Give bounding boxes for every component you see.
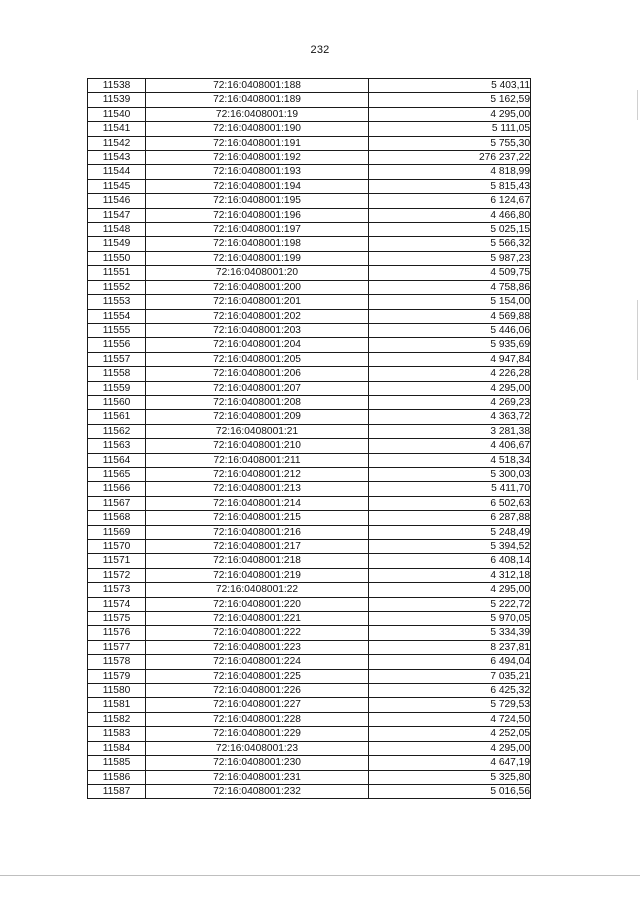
cadastral-number: 72:16:0408001:224 — [146, 655, 369, 669]
table-row — [88, 540, 531, 554]
table-row — [88, 352, 531, 366]
table-row — [88, 712, 531, 726]
cadastral-number: 72:16:0408001:220 — [146, 597, 369, 611]
cadastral-value: 5 325,80 — [369, 770, 531, 784]
cadastral-number: 72:16:0408001:231 — [146, 770, 369, 784]
cadastral-number: 72:16:0408001:229 — [146, 727, 369, 741]
table-row — [88, 698, 531, 712]
cadastral-number: 72:16:0408001:223 — [146, 640, 369, 654]
table-row — [88, 626, 531, 640]
cadastral-number: 72:16:0408001:207 — [146, 381, 369, 395]
table-row — [88, 612, 531, 626]
row-number: 11554 — [88, 309, 146, 323]
table-row — [88, 410, 531, 424]
row-number: 11547 — [88, 208, 146, 222]
row-number: 11578 — [88, 655, 146, 669]
cadastral-number: 72:16:0408001:225 — [146, 669, 369, 683]
table-row — [88, 482, 531, 496]
row-number: 11557 — [88, 352, 146, 366]
table-row — [88, 208, 531, 222]
cadastral-value: 5 411,70 — [369, 482, 531, 496]
row-number: 11579 — [88, 669, 146, 683]
cadastral-value: 8 237,81 — [369, 640, 531, 654]
table-body — [88, 79, 531, 799]
cadastral-value: 5 300,03 — [369, 467, 531, 481]
row-number: 11572 — [88, 568, 146, 582]
table-row — [88, 424, 531, 438]
cadastral-number: 72:16:0408001:191 — [146, 136, 369, 150]
cadastral-value: 4 363,72 — [369, 410, 531, 424]
table-row — [88, 496, 531, 510]
row-number: 11560 — [88, 395, 146, 409]
row-number: 11552 — [88, 280, 146, 294]
table-row — [88, 280, 531, 294]
table-row — [88, 165, 531, 179]
cadastral-value: 4 509,75 — [369, 266, 531, 280]
cadastral-number: 72:16:0408001:200 — [146, 280, 369, 294]
cadastral-value: 3 281,38 — [369, 424, 531, 438]
cadastral-value: 5 403,11 — [369, 79, 531, 93]
table-row — [88, 568, 531, 582]
row-number: 11546 — [88, 194, 146, 208]
cadastral-number: 72:16:0408001:226 — [146, 684, 369, 698]
table-row — [88, 511, 531, 525]
row-number: 11568 — [88, 511, 146, 525]
row-number: 11565 — [88, 467, 146, 481]
row-number: 11576 — [88, 626, 146, 640]
row-number: 11575 — [88, 612, 146, 626]
cadastral-value: 5 222,72 — [369, 597, 531, 611]
cadastral-number: 72:16:0408001:218 — [146, 554, 369, 568]
table-row — [88, 640, 531, 654]
cadastral-number: 72:16:0408001:211 — [146, 453, 369, 467]
cadastral-value: 6 287,88 — [369, 511, 531, 525]
row-number: 11584 — [88, 741, 146, 755]
row-number: 11540 — [88, 107, 146, 121]
cadastral-value: 4 226,28 — [369, 367, 531, 381]
row-number: 11561 — [88, 410, 146, 424]
row-number: 11581 — [88, 698, 146, 712]
row-number: 11571 — [88, 554, 146, 568]
cadastral-number: 72:16:0408001:213 — [146, 482, 369, 496]
cadastral-value: 7 035,21 — [369, 669, 531, 683]
cadastral-number: 72:16:0408001:23 — [146, 741, 369, 755]
table-row — [88, 367, 531, 381]
cadastral-value: 6 408,14 — [369, 554, 531, 568]
table-row — [88, 309, 531, 323]
table-row — [88, 151, 531, 165]
cadastral-number: 72:16:0408001:217 — [146, 540, 369, 554]
table-row — [88, 770, 531, 784]
table-row — [88, 107, 531, 121]
cadastral-number: 72:16:0408001:189 — [146, 93, 369, 107]
row-number: 11542 — [88, 136, 146, 150]
table-row — [88, 741, 531, 755]
cadastral-number: 72:16:0408001:190 — [146, 122, 369, 136]
cadastral-value: 4 312,18 — [369, 568, 531, 582]
table-row — [88, 237, 531, 251]
cadastral-value: 4 295,00 — [369, 381, 531, 395]
cadastral-value: 4 269,23 — [369, 395, 531, 409]
scan-edge-mark — [637, 300, 638, 380]
cadastral-number: 72:16:0408001:22 — [146, 583, 369, 597]
cadastral-number: 72:16:0408001:197 — [146, 223, 369, 237]
cadastral-number: 72:16:0408001:227 — [146, 698, 369, 712]
row-number: 11586 — [88, 770, 146, 784]
page-bottom-rule — [0, 875, 640, 876]
cadastral-value: 5 815,43 — [369, 179, 531, 193]
row-number: 11558 — [88, 367, 146, 381]
cadastral-value: 4 466,80 — [369, 208, 531, 222]
table-row — [88, 395, 531, 409]
row-number: 11549 — [88, 237, 146, 251]
row-number: 11570 — [88, 540, 146, 554]
row-number: 11582 — [88, 712, 146, 726]
table-row — [88, 179, 531, 193]
row-number: 11541 — [88, 122, 146, 136]
table-row — [88, 93, 531, 107]
cadastral-value: 5 935,69 — [369, 338, 531, 352]
cadastral-number: 72:16:0408001:206 — [146, 367, 369, 381]
cadastral-number: 72:16:0408001:203 — [146, 323, 369, 337]
table-row — [88, 194, 531, 208]
row-number: 11545 — [88, 179, 146, 193]
table-row — [88, 295, 531, 309]
cadastral-number: 72:16:0408001:194 — [146, 179, 369, 193]
table-row — [88, 223, 531, 237]
cadastral-number: 72:16:0408001:209 — [146, 410, 369, 424]
table-row — [88, 439, 531, 453]
cadastral-number: 72:16:0408001:205 — [146, 352, 369, 366]
cadastral-value: 4 724,50 — [369, 712, 531, 726]
cadastral-value: 4 295,00 — [369, 583, 531, 597]
cadastral-number: 72:16:0408001:232 — [146, 784, 369, 798]
cadastral-number: 72:16:0408001:221 — [146, 612, 369, 626]
row-number: 11562 — [88, 424, 146, 438]
cadastral-value: 4 758,86 — [369, 280, 531, 294]
row-number: 11564 — [88, 453, 146, 467]
cadastral-number: 72:16:0408001:228 — [146, 712, 369, 726]
row-number: 11538 — [88, 79, 146, 93]
table-row — [88, 655, 531, 669]
cadastral-value: 6 425,32 — [369, 684, 531, 698]
table-row — [88, 597, 531, 611]
cadastral-number: 72:16:0408001:210 — [146, 439, 369, 453]
cadastral-number: 72:16:0408001:20 — [146, 266, 369, 280]
table-row — [88, 684, 531, 698]
table-row — [88, 122, 531, 136]
table-row — [88, 266, 531, 280]
table-row — [88, 756, 531, 770]
row-number: 11548 — [88, 223, 146, 237]
cadastral-value: 4 252,05 — [369, 727, 531, 741]
cadastral-number: 72:16:0408001:214 — [146, 496, 369, 510]
cadastral-value: 5 111,05 — [369, 122, 531, 136]
cadastral-number: 72:16:0408001:215 — [146, 511, 369, 525]
row-number: 11573 — [88, 583, 146, 597]
cadastral-number: 72:16:0408001:216 — [146, 525, 369, 539]
cadastral-value: 5 016,56 — [369, 784, 531, 798]
row-number: 11556 — [88, 338, 146, 352]
cadastral-value: 4 947,84 — [369, 352, 531, 366]
cadastral-number: 72:16:0408001:212 — [146, 467, 369, 481]
cadastral-value-table — [87, 78, 531, 799]
table-row — [88, 136, 531, 150]
cadastral-number: 72:16:0408001:193 — [146, 165, 369, 179]
cadastral-value: 4 518,34 — [369, 453, 531, 467]
table-row — [88, 554, 531, 568]
row-number: 11559 — [88, 381, 146, 395]
cadastral-value: 4 569,88 — [369, 309, 531, 323]
cadastral-value: 5 446,06 — [369, 323, 531, 337]
cadastral-number: 72:16:0408001:222 — [146, 626, 369, 640]
table-row — [88, 727, 531, 741]
cadastral-value: 6 494,04 — [369, 655, 531, 669]
cadastral-number: 72:16:0408001:195 — [146, 194, 369, 208]
scan-edge-mark — [637, 90, 638, 120]
row-number: 11587 — [88, 784, 146, 798]
cadastral-number: 72:16:0408001:21 — [146, 424, 369, 438]
table-row — [88, 453, 531, 467]
row-number: 11555 — [88, 323, 146, 337]
cadastral-value: 4 818,99 — [369, 165, 531, 179]
table-row — [88, 525, 531, 539]
table-row — [88, 338, 531, 352]
cadastral-number: 72:16:0408001:201 — [146, 295, 369, 309]
row-number: 11543 — [88, 151, 146, 165]
row-number: 11577 — [88, 640, 146, 654]
cadastral-value: 5 394,52 — [369, 540, 531, 554]
cadastral-number: 72:16:0408001:196 — [146, 208, 369, 222]
table-row — [88, 583, 531, 597]
row-number: 11550 — [88, 251, 146, 265]
table-row — [88, 381, 531, 395]
row-number: 11544 — [88, 165, 146, 179]
row-number: 11539 — [88, 93, 146, 107]
cadastral-number: 72:16:0408001:202 — [146, 309, 369, 323]
cadastral-number: 72:16:0408001:199 — [146, 251, 369, 265]
cadastral-value: 5 248,49 — [369, 525, 531, 539]
row-number: 11585 — [88, 756, 146, 770]
cadastral-value: 5 566,32 — [369, 237, 531, 251]
row-number: 11574 — [88, 597, 146, 611]
cadastral-number: 72:16:0408001:192 — [146, 151, 369, 165]
cadastral-number: 72:16:0408001:188 — [146, 79, 369, 93]
cadastral-value: 276 237,22 — [369, 151, 531, 165]
row-number: 11569 — [88, 525, 146, 539]
cadastral-value: 4 647,19 — [369, 756, 531, 770]
table-row — [88, 251, 531, 265]
cadastral-value: 5 755,30 — [369, 136, 531, 150]
page-number: 232 — [310, 44, 330, 56]
cadastral-number: 72:16:0408001:208 — [146, 395, 369, 409]
cadastral-value: 6 124,67 — [369, 194, 531, 208]
cadastral-value: 4 406,67 — [369, 439, 531, 453]
cadastral-value: 5 729,53 — [369, 698, 531, 712]
table-row — [88, 669, 531, 683]
cadastral-value: 4 295,00 — [369, 107, 531, 121]
cadastral-value: 5 025,15 — [369, 223, 531, 237]
cadastral-value: 6 502,63 — [369, 496, 531, 510]
cadastral-value: 5 154,00 — [369, 295, 531, 309]
cadastral-value: 4 295,00 — [369, 741, 531, 755]
row-number: 11580 — [88, 684, 146, 698]
row-number: 11553 — [88, 295, 146, 309]
cadastral-value: 5 987,23 — [369, 251, 531, 265]
table-row — [88, 323, 531, 337]
table-row — [88, 79, 531, 93]
cadastral-number: 72:16:0408001:198 — [146, 237, 369, 251]
cadastral-number: 72:16:0408001:204 — [146, 338, 369, 352]
cadastral-number: 72:16:0408001:19 — [146, 107, 369, 121]
cadastral-value: 5 162,59 — [369, 93, 531, 107]
cadastral-value: 5 334,39 — [369, 626, 531, 640]
row-number: 11567 — [88, 496, 146, 510]
row-number: 11566 — [88, 482, 146, 496]
cadastral-number: 72:16:0408001:230 — [146, 756, 369, 770]
table-row — [88, 784, 531, 798]
row-number: 11551 — [88, 266, 146, 280]
cadastral-value: 5 970,05 — [369, 612, 531, 626]
row-number: 11563 — [88, 439, 146, 453]
cadastral-number: 72:16:0408001:219 — [146, 568, 369, 582]
table-row — [88, 467, 531, 481]
row-number: 11583 — [88, 727, 146, 741]
